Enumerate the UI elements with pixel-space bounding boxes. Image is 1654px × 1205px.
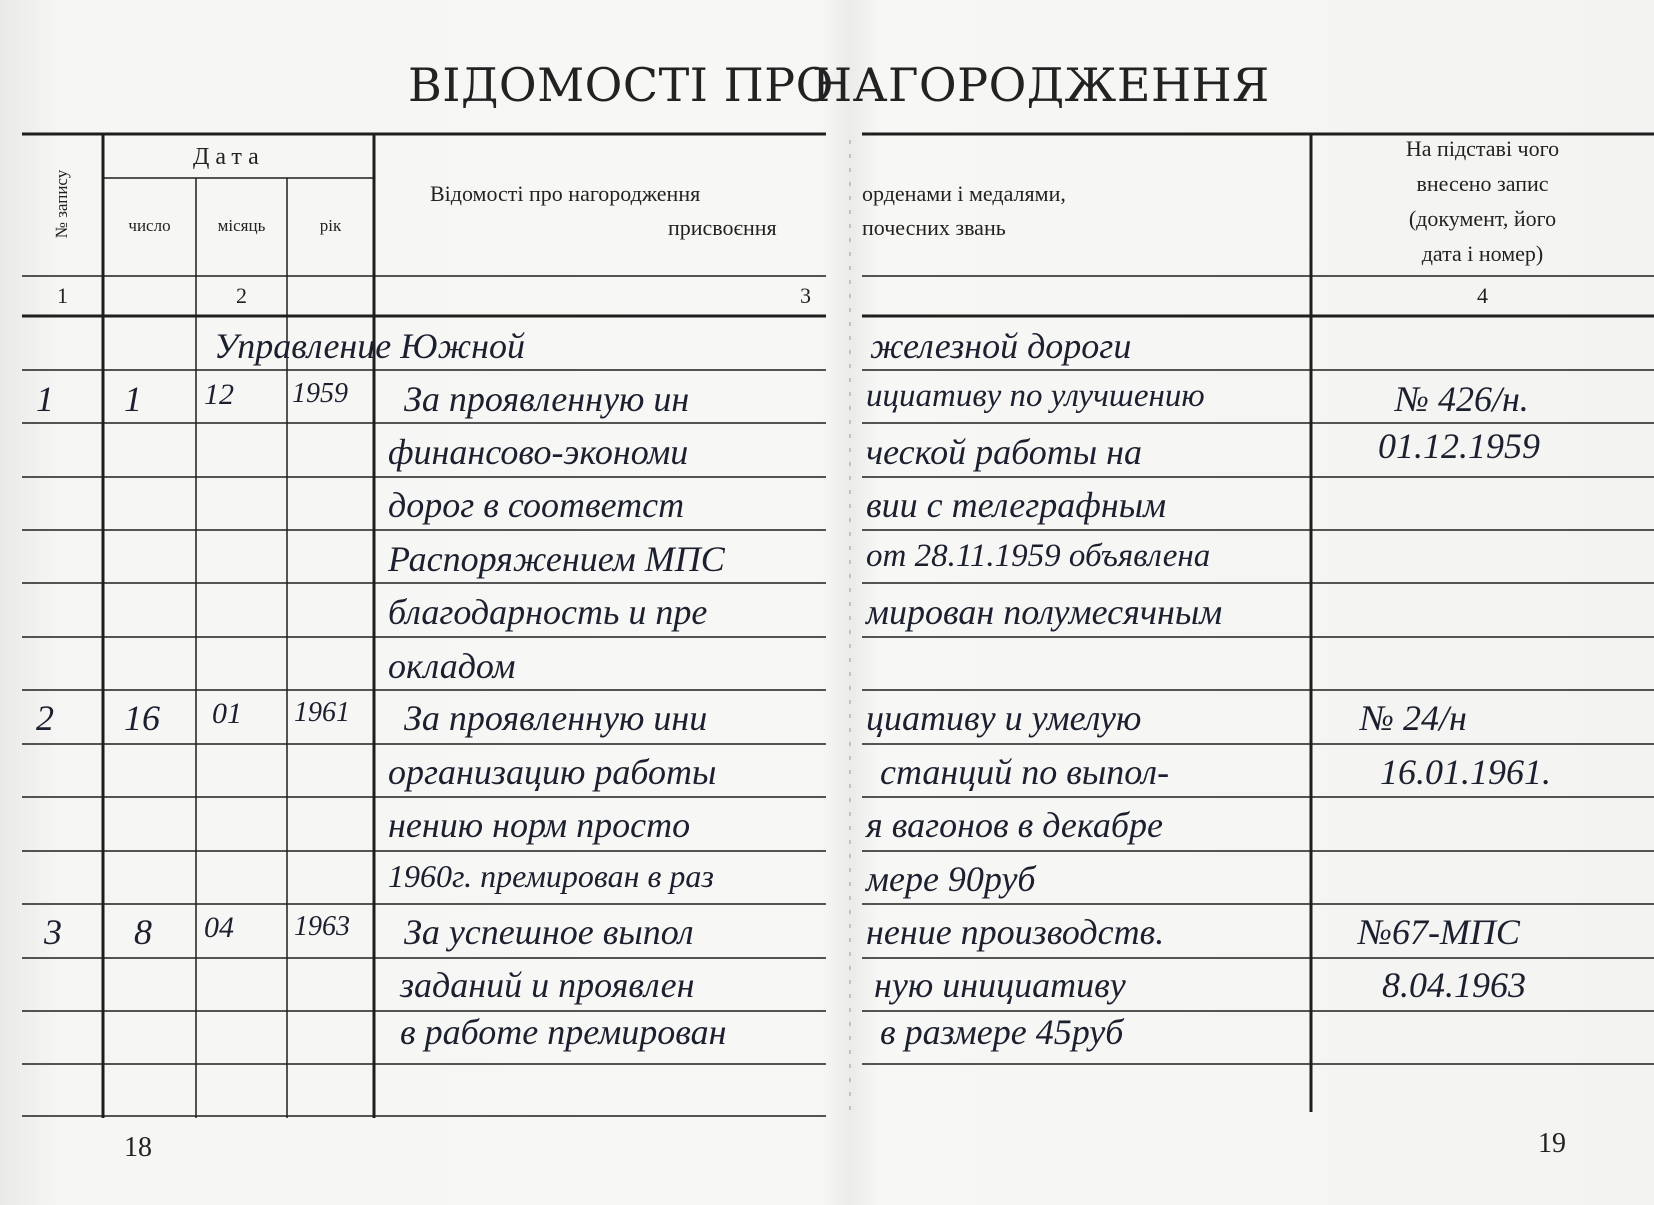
entry-3-right-line: ную инициативу	[874, 965, 1126, 1005]
header-day: число	[128, 216, 171, 235]
colnum-2: 2	[236, 283, 247, 308]
entry-1-left-line: дорог в соответст	[388, 485, 685, 525]
entry-3-basis: №67-МПС	[1358, 912, 1520, 952]
header-month: місяць	[217, 216, 266, 235]
entry-1-basis: 01.12.1959	[1378, 426, 1540, 466]
entry-3-no: 3	[44, 912, 62, 952]
entry-1-day: 1	[124, 379, 142, 419]
page-number-right: 19	[1538, 1128, 1566, 1159]
entry-2-right-line: я вагонов в декабре	[866, 805, 1163, 845]
header-date: Дата	[193, 144, 265, 170]
entry-2-left-line: За проявленную ини	[404, 698, 708, 738]
entry-1-left-line: окладом	[388, 646, 516, 686]
entry-1-right-line: мирован полумесячным	[866, 592, 1223, 632]
org-line-right: железной дороги	[870, 326, 1132, 366]
header-info-left-2: присвоєння	[668, 215, 777, 240]
entry-1-left-line: За проявленную ин	[404, 379, 690, 419]
entry-2-right-line: мере 90руб	[866, 859, 1036, 899]
entry-3-left-line: За успешное выпол	[404, 912, 694, 952]
entry-2-left-line: организацию работы	[388, 752, 717, 792]
entry-2-right-line: станций по выпол-	[880, 752, 1170, 792]
header-info-right-2: почесних звань	[862, 215, 1006, 240]
title-right: НАГОРОДЖЕННЯ	[812, 58, 1270, 112]
entry-1-no: 1	[36, 379, 54, 419]
colnum-1: 1	[57, 283, 68, 308]
entry-1-month: 12	[204, 378, 234, 411]
entry-3-left-line: в работе премирован	[400, 1012, 727, 1052]
header-basis-1: На підставі чого	[1405, 136, 1560, 161]
entry-1-left-line: благодарность и пре	[388, 592, 708, 632]
colnum-4: 4	[1477, 283, 1488, 308]
header-basis-3: (документ, його	[1408, 206, 1557, 231]
entry-3-right-line: в размере 45руб	[880, 1012, 1124, 1052]
header-info-left-1: Відомості про нагородження	[430, 181, 701, 206]
entry-2-day: 16	[124, 698, 160, 738]
entry-3-left-line: заданий и проявлен	[400, 965, 695, 1005]
entry-2-right-line: циативу и умелую	[866, 698, 1142, 738]
entry-1-right-line: ициативу по улучшению	[866, 378, 1205, 414]
entry-3-year: 1963	[294, 911, 350, 942]
entry-2-left-line: нению норм просто	[388, 805, 691, 845]
entry-1-basis: № 426/н.	[1395, 379, 1529, 419]
header-basis-2: внесено запис	[1416, 171, 1549, 196]
entry-2-no: 2	[36, 698, 54, 738]
entry-3-basis: 8.04.1963	[1382, 965, 1526, 1005]
entry-2-year: 1961	[294, 697, 350, 728]
header-year: рік	[319, 216, 342, 235]
entry-3-right-line: нение производств.	[866, 912, 1165, 952]
entry-1-right-line: от 28.11.1959 объявлена	[866, 538, 1211, 574]
entry-2-month: 01	[212, 697, 242, 730]
colnum-3: 3	[800, 283, 811, 308]
header-basis-4: дата і номер)	[1421, 241, 1544, 266]
entry-1-right-line: вии с телеграфным	[866, 485, 1167, 525]
entry-1-left-line: финансово-экономи	[388, 432, 689, 472]
org-line-left: Управление Южной	[214, 326, 526, 366]
entry-3-day: 8	[134, 912, 152, 952]
page-number-left: 18	[124, 1132, 152, 1163]
entry-1-right-line: ческой работы на	[866, 432, 1142, 472]
title-left: ВІДОМОСТІ ПРО	[408, 58, 834, 112]
entry-1-left-line: Распоряжением МПС	[388, 539, 725, 579]
header-record-no: № запису	[52, 169, 71, 239]
entry-2-basis: № 24/н	[1360, 698, 1467, 738]
entry-2-basis: 16.01.1961.	[1380, 752, 1551, 792]
entry-2-left-line: 1960г. премирован в раз	[388, 858, 714, 894]
entry-3-month: 04	[204, 911, 234, 944]
entry-1-year: 1959	[292, 378, 348, 409]
header-info-right-1: орденами і медалями,	[862, 181, 1066, 206]
